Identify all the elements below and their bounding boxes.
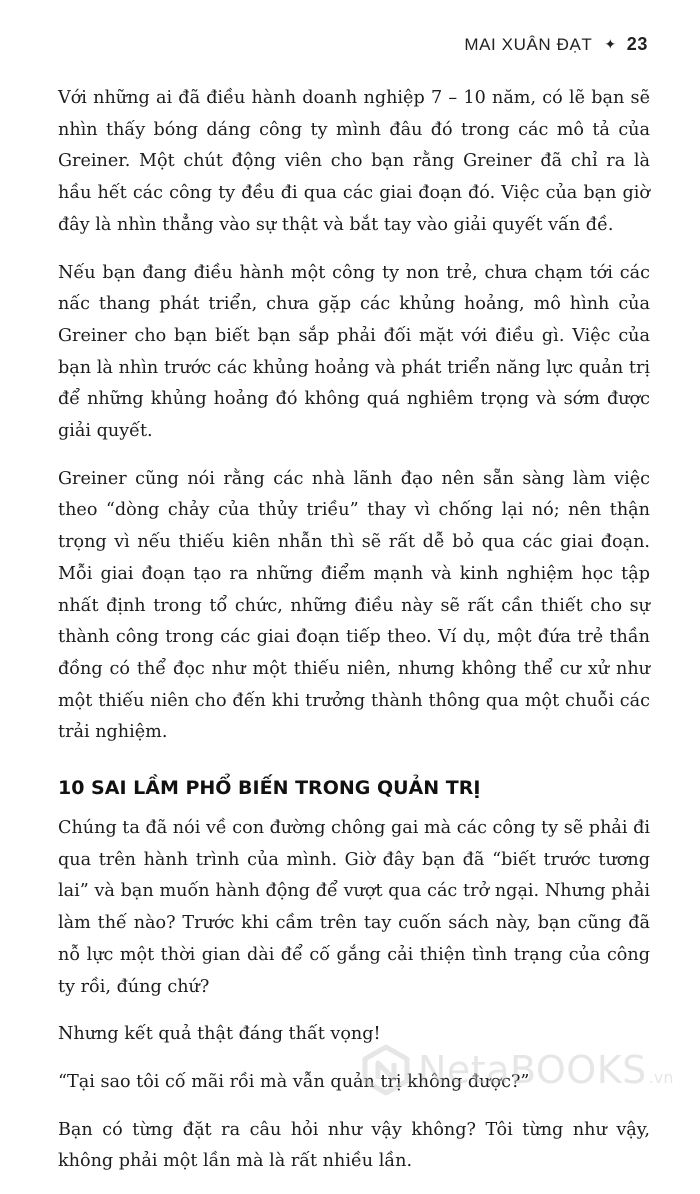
star-icon: ✦: [604, 36, 617, 52]
author-name: MAI XUÂN ĐẠT: [464, 34, 593, 54]
paragraph: Bạn có từng đặt ra câu hỏi như vậy không? Tôi từng như vậy, không phải một lần mà là rất nhiều lần.: [58, 1119, 650, 1172]
page-body: [58, 83, 650, 1194]
paragraph: Chúng ta đã nói về con đường chông gai mà các công ty sẽ phải đi qua trên hành trình của mình. Giờ đây bạn đã “biết trước tương lai” và bạn muốn hành động để vượt qua các trở ngại. Nhưng phải làm thế nào? Trước khi cầm trên tay cuốn sách này, bạn cũng đã nỗ lực một thời gian dài để cố gắng cải thiện tình trạng của công ty rồi, đúng chứ?: [58, 818, 650, 997]
watermark-suffix: .vn: [648, 1067, 674, 1087]
paragraph: Nếu bạn đang điều hành một công ty non trẻ, chưa chạm tới các nấc thang phát triển, chưa gặp các khủng hoảng, mô hình của Greiner cho bạn biết bạn sắp phải đối mặt với điều gì. Việc của bạn là nhìn trước các khủng hoảng và phát triển năng lực quản trị để những khủng hoảng đó không quá nghiêm trọng và sớm được giải quyết.: [58, 262, 650, 442]
section-heading: 10 SAI LẦM PHỔ BIẾN TRONG QUẢN TRỊ: [58, 777, 481, 800]
paragraph: Greiner cũng nói rằng các nhà lãnh đạo nên sẵn sàng làm việc theo “dòng chảy của thủy triều” thay vì chống lại nó; nên thận trọng vì nếu thiếu kiên nhẫn thì sẽ rất dễ bỏ qua các giai đoạn. Mỗi giai đoạn tạo ra những điểm mạnh và kinh nghiệm học tập nhất định trong tổ chức, những điều này sẽ rất cần thiết cho sự thành công trong các giai đoạn tiếp theo. Ví dụ, một đứa trẻ thần đồng có thể đọc như một thiếu niên, nhưng không thể cư xử như một thiếu niên cho đến khi trưởng thành thông qua một chuỗi các trải nghiệm.: [58, 468, 650, 743]
page-number: 23: [626, 34, 648, 54]
watermark-text: NetaBOOKS: [418, 1048, 647, 1092]
netabooks-logo-icon: [360, 1044, 412, 1096]
paragraph: Nhưng kết quả thật đáng thất vọng!: [58, 1024, 381, 1045]
paragraph: “Tại sao tôi cố mãi rồi mà vẫn quản trị không được?”: [58, 1071, 530, 1092]
watermark: [360, 1044, 673, 1096]
paragraph: Với những ai đã điều hành doanh nghiệp 7 – 10 năm, có lẽ bạn sẽ nhìn thấy bóng dáng công ty mình đâu đó trong các mô tả của Greiner. Một chút động viên cho bạn rằng Greiner đã chỉ ra là hầu hết các công ty đều đi qua các giai đoạn đó. Việc của bạn giờ đây là nhìn thẳng vào sự thật và bắt tay vào giải quyết vấn đề.: [58, 88, 650, 235]
running-header: [464, 34, 648, 55]
